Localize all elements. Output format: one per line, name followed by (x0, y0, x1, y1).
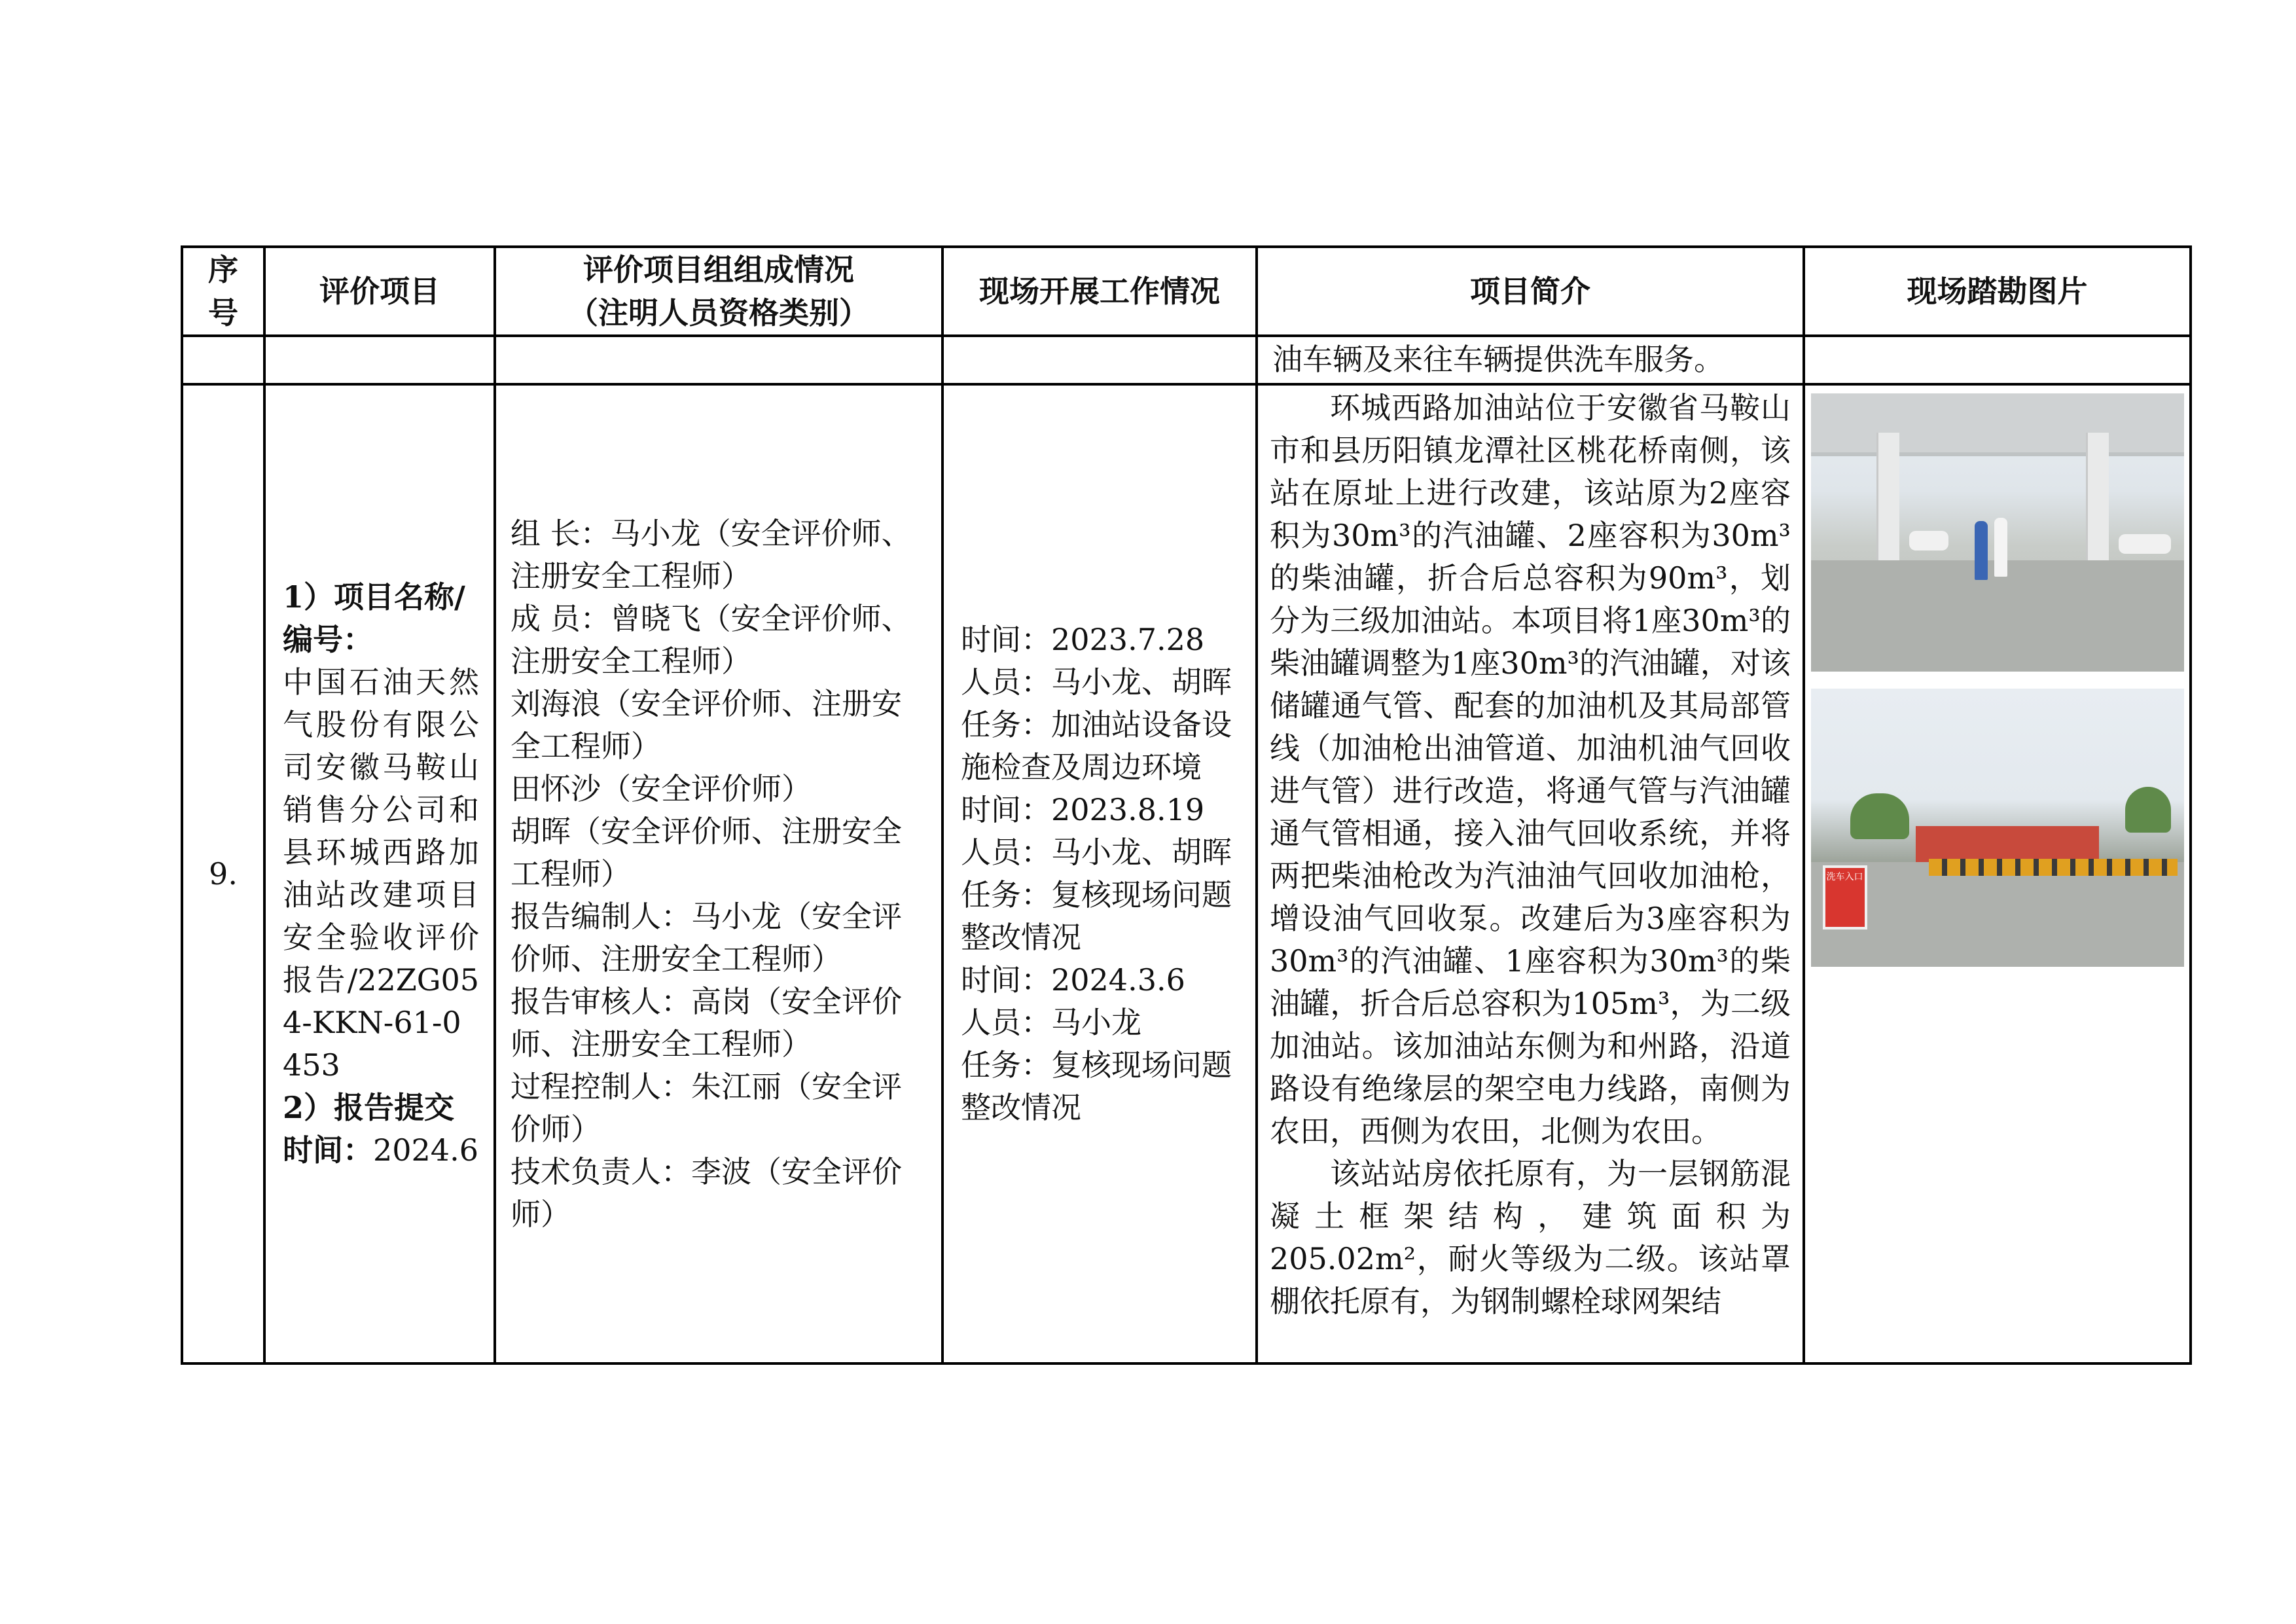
project-info (266, 576, 493, 1172)
evaluation-table (181, 245, 2192, 1365)
submit-time: 2024.6 (373, 1132, 478, 1168)
site-photo-canopy (1811, 393, 2184, 672)
header-item: 评价项目 (264, 247, 495, 336)
team-member-entry: 胡晖（安全评价师、注册安全工程师） (511, 813, 902, 892)
work-entry: 任务：加油站设备设施检查及周边环境 (961, 707, 1232, 785)
work-entry: 时间：2024.3.6 (961, 962, 1185, 998)
team-member-entry: 报告编制人：马小龙（安全评价师、注册安全工程师） (511, 898, 902, 977)
work-entry: 任务：复核现场问题整改情况 (961, 877, 1232, 955)
team-member-entry: 田怀沙（安全评价师） (511, 770, 812, 806)
project-name: 中国石油天然气股份有限公司安徽马鞍山销售分公司和县环城西路加油站改建项目安全验收评价报告/22ZG054-KKN-61-0453 (283, 664, 479, 1083)
team-member-entry: 报告审核人：高岗（安全评价师、注册安全工程师） (511, 983, 902, 1062)
header-team: 评价项目组组成情况 （注明人员资格类别） (495, 247, 942, 336)
work-entry: 时间：2023.8.19 (961, 792, 1205, 827)
car-wash-sign-text: 洗车入口 (1826, 872, 1863, 882)
site-photo-car-wash (1811, 689, 2184, 967)
table-row (182, 384, 2191, 1363)
work-entry: 人员：马小龙 (961, 1005, 1141, 1040)
team-member-entry: 组 长：马小龙（安全评价师、注册安全工程师） (511, 515, 912, 594)
header-intro: 项目简介 (1257, 247, 1804, 336)
team-composition (496, 506, 941, 1242)
header-seq: 序 号 (182, 247, 264, 336)
work-entry: 时间：2023.7.28 (961, 622, 1205, 657)
intro-paragraph-2: 该站站房依托原有，为一层钢筋混凝土框架结构，建筑面积为205.02m²，耐火等级为二级。该站罩棚依托原有，为钢制螺栓球网架结 (1270, 1156, 1791, 1319)
team-member-entry: 刘海浪（安全评价师、注册安全工程师） (511, 685, 902, 764)
work-entry: 人员：马小龙、胡晖 (961, 835, 1232, 870)
intro-carryover-text: 油车辆及来往车辆提供洗车服务。 (1272, 342, 1724, 377)
team-member-entry: 过程控制人：朱江丽（安全评价师） (511, 1068, 902, 1147)
carryover-row (182, 336, 2191, 384)
header-photo: 现场踏勘图片 (1804, 247, 2191, 336)
field-work (944, 612, 1255, 1136)
project-intro (1258, 386, 1803, 1329)
team-member-entry: 技术负责人：李波（安全评价师） (511, 1153, 902, 1232)
work-entry: 人员：马小龙、胡晖 (961, 664, 1232, 700)
work-entry: 任务：复核现场问题整改情况 (961, 1047, 1232, 1125)
header-row (182, 247, 2191, 336)
intro-paragraph-1: 环城西路加油站位于安徽省马鞍山市和县历阳镇龙潭社区桃花桥南侧，该站在原址上进行改建，该站原为2座容积为30m³的汽油罐、2座容积为30m³的柴油罐，折合后总容积为90m³，划分为三级加油站。本项目将1座30m³的柴油罐调整为1座30m³的汽油罐，对该储罐通气管、配套的加油机及其局部管线（加油枪出油管道、加油机油气回收进气管）进行改造，将通气管与汽油罐通气管相通，接入油气回收系统，并将两把柴油枪改为汽油油气回收加油枪，增设油气回收泵。改建后为3座容积为30m³的汽油罐、1座容积为30m³的柴油罐，折合后总容积为105m³，为二级加油站。该加油站东侧为和州路，沿道路设有绝缘层的架空电力线路，南侧为农田，西侧为农田，北侧为农田。 (1270, 390, 1791, 1149)
header-work: 现场开展工作情况 (942, 247, 1257, 336)
project-name-label: 1）项目名称/编号： (283, 579, 465, 657)
submit-time-label: 2）报告提交时间： (283, 1090, 455, 1168)
team-member-entry: 成 员：曾晓飞（安全评价师、注册安全工程师） (511, 600, 912, 679)
row-seq: 9. (209, 856, 238, 892)
